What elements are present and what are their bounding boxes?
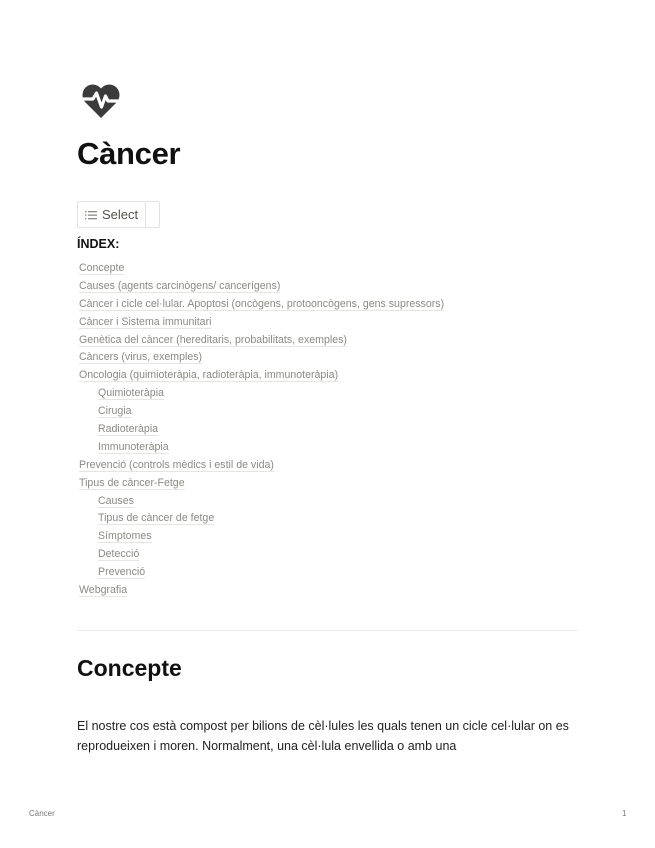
toc-item-cancers-virus[interactable]: Càncers (virus, exemples) (79, 351, 203, 364)
heart-pulse-icon (81, 82, 121, 120)
toc-item-sistema-immunitari[interactable]: Càncer i Sistema immunitari (79, 315, 212, 328)
toc-item-fetge-simptomes[interactable]: Símptomes (98, 530, 152, 543)
toc-item-causes[interactable]: Causes (agents carcinògens/ cancerígens) (79, 279, 281, 292)
toc-item-quimioterapia[interactable]: Quimioteràpia (98, 387, 164, 400)
page-number: 1 (622, 809, 627, 818)
divider (77, 630, 578, 631)
toc-item-prevencio[interactable]: Prevenció (controls mèdics i estil de vida) (79, 458, 274, 471)
toc-item-radioterapia[interactable]: Radioteràpia (98, 423, 159, 436)
toc-item-fetge-tipus[interactable]: Tipus de càncer de fetge (98, 512, 215, 525)
footer-title: Càncer (29, 809, 55, 818)
toc-item-oncologia[interactable]: Oncologia (quimioteràpia, radioteràpia, immunoteràpia) (79, 369, 339, 382)
toc-item-fetge-causes[interactable]: Causes (98, 494, 134, 507)
toc-item-tipus-fetge[interactable]: Tipus de càncer-Fetge (79, 476, 185, 489)
toc-item-immunoterapia[interactable]: Immunoteràpia (98, 440, 169, 453)
section-heading: Concepte (77, 655, 182, 681)
toc-item-concepte[interactable]: Concepte (79, 262, 125, 274)
select-property-label: Select (102, 207, 139, 222)
toc-item-fetge-deteccio[interactable]: Detecció (98, 548, 140, 561)
toc-item-genetica[interactable]: Genètica del càncer (hereditaris, probabilitats, exemples) (79, 333, 347, 346)
toc-item-fetge-prevencio[interactable]: Prevenció (98, 566, 146, 579)
section-paragraph: El nostre cos està compost per bilions de cèl·lules les quals tenen un cicle cel·lular on es reprodueixen i moren. Normalment, una cèl·lula envellida o amb una (77, 719, 569, 753)
page-title: Càncer (77, 136, 181, 171)
toc-item-cirugia[interactable]: Cirugia (98, 405, 132, 418)
list-icon (85, 210, 97, 220)
select-divider (145, 202, 146, 227)
select-property[interactable] (77, 201, 160, 228)
toc-item-cicle-cellular[interactable]: Càncer i cicle cel·lular. Apoptosi (oncògens, protooncògens, gens supressors) (79, 297, 445, 310)
index-heading: ÍNDEX: (77, 237, 120, 251)
toc-item-webgrafia[interactable]: Webgrafia (79, 584, 128, 597)
table-of-contents (79, 260, 444, 600)
